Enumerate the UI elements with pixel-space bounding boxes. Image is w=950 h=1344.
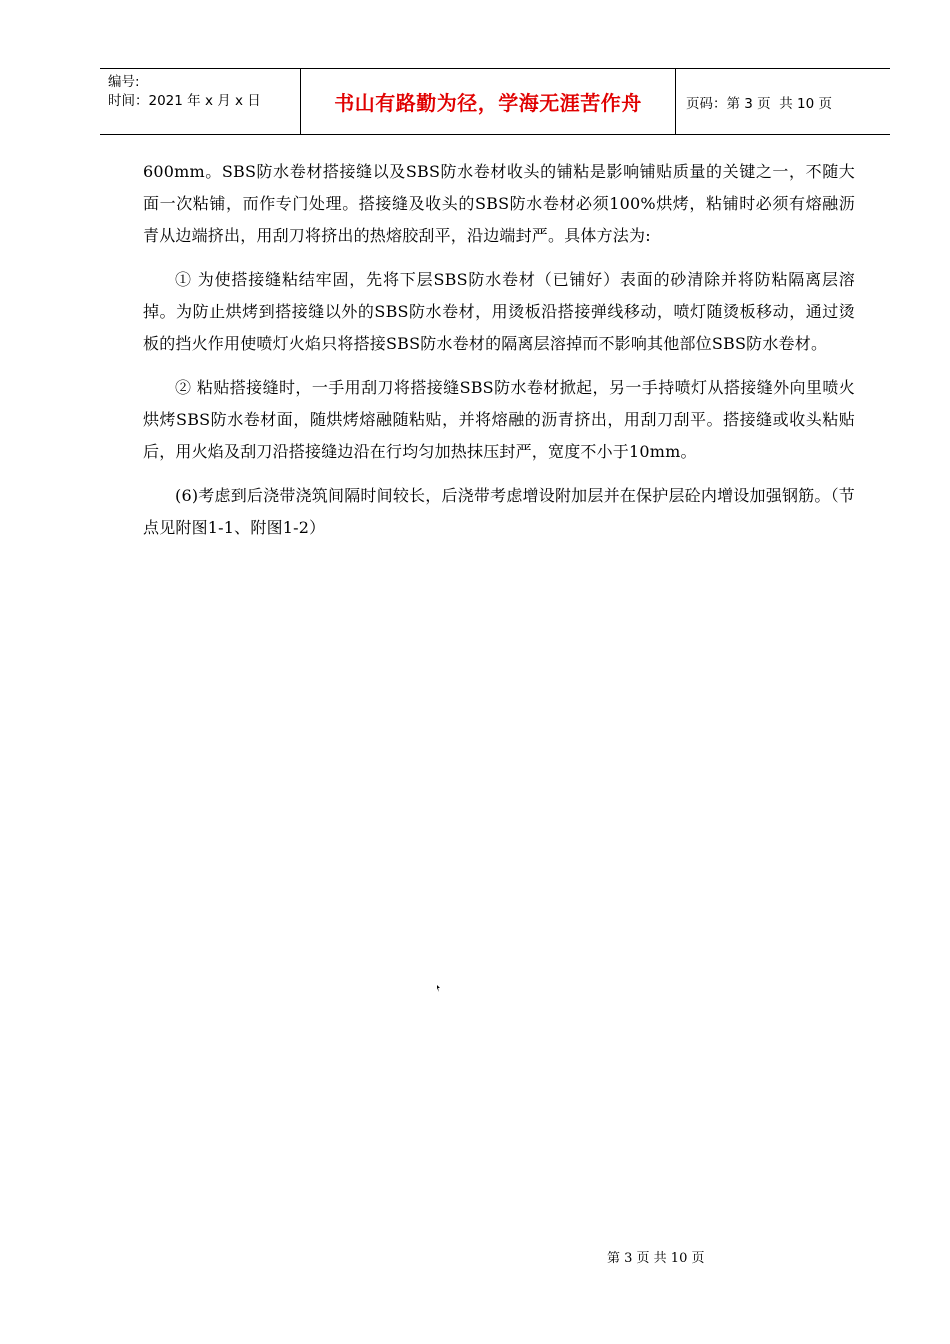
paragraph-step-2: ② 粘贴搭接缝时，一手用刮刀将搭接缝SBS防水卷材掀起，另一手持喷灯从搭接缝外向里喷火烘烤SBS防水卷材面，随烘烤熔融随粘贴，并将熔融的沥青挤出，用刮刀刮平。搭接缝或收头粘贴后，用火焰及刮刀沿搭接缝边沿在行均匀加热抹压封严，宽度不小于10mm。 bbox=[143, 378, 855, 461]
header-page-label: 页码：第 3 页 共 10 页 bbox=[686, 95, 833, 112]
stray-mark bbox=[436, 985, 441, 992]
motto-text: 书山有路勤为径，学海无涯苦作舟 bbox=[334, 91, 642, 115]
header-page-cell bbox=[676, 69, 890, 134]
paragraph-step-1: ① 为使搭接缝粘结牢固，先将下层SBS防水卷材（已铺好）表面的砂清除并将防粘隔离层溶掉。为防止烘烤到搭接缝以外的SBS防水卷材，用烫板沿搭接弹线移动，喷灯随烫板移动，通过烫板的挡火作用使喷灯火焰只将搭接SBS防水卷材的隔离层溶掉而不影响其他部位SBS防水卷材。 bbox=[143, 270, 855, 353]
code-label: 编号: bbox=[108, 74, 140, 90]
header-meta-cell bbox=[100, 69, 301, 134]
body-text bbox=[143, 156, 855, 556]
header-motto-cell bbox=[301, 69, 676, 134]
time-label: 时间：2021 年 x 月 x 日 bbox=[108, 93, 261, 109]
page-header bbox=[100, 68, 890, 135]
page-footer: 第 3 页 共 10 页 bbox=[607, 1251, 705, 1266]
paragraph-continuation: 600mm。SBS防水卷材搭接缝以及SBS防水卷材收头的铺粘是影响铺贴质量的关键之一，不随大面一次粘铺，而作专门处理。搭接缝及收头的SBS防水卷材必须100%烘烤，粘铺时必须有熔融沥青从边端挤出，用刮刀将挤出的热熔胶刮平，沿边端封严。具体方法为: bbox=[143, 162, 855, 245]
paragraph-item-6: (6)考虑到后浇带浇筑间隔时间较长，后浇带考虑增设附加层并在保护层砼内增设加强钢筋。（节点见附图1-1、附图1-2） bbox=[143, 486, 855, 537]
